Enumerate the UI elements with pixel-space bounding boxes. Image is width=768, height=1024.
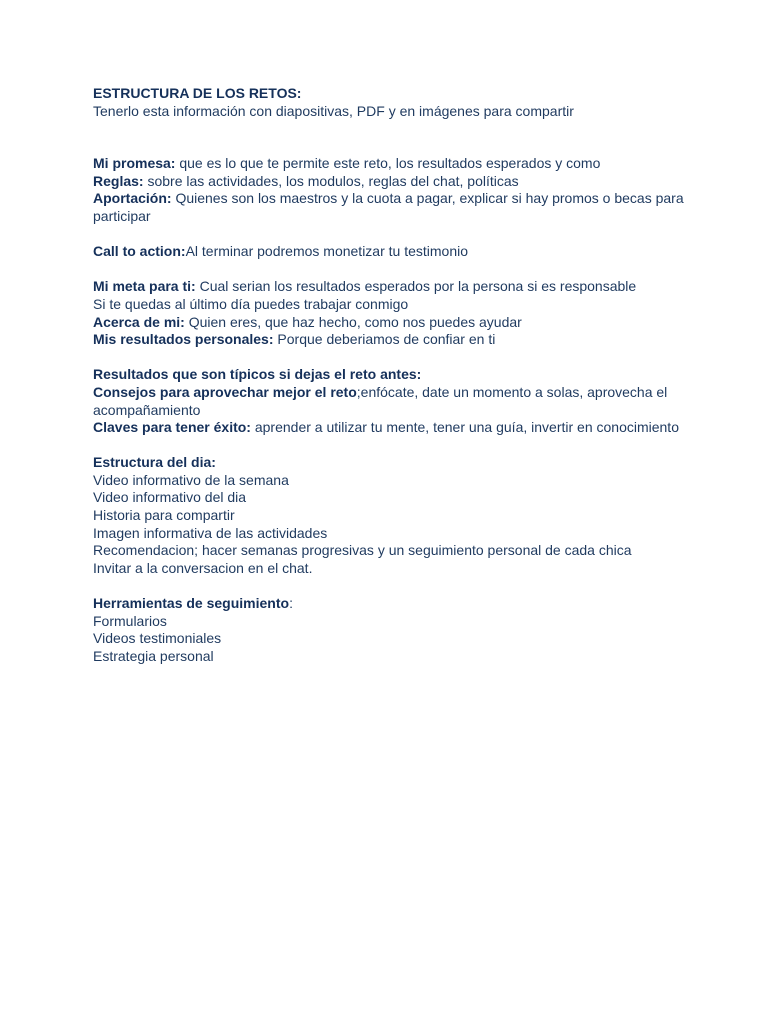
list-item: Historia para compartir — [93, 507, 235, 524]
document-heading: ESTRUCTURA DE LOS RETOS: — [93, 85, 302, 101]
herramientas-colon: : — [289, 595, 293, 612]
spacer — [93, 349, 688, 367]
meta-line — [93, 278, 688, 296]
promesa-text: que es lo que te permite este reto, los resultados esperados y como — [175, 155, 601, 172]
list-item: Video informativo del dia — [93, 489, 247, 506]
consejos-text: ;enfócate, date un momento a solas, aprovecha el acompañamiento — [93, 383, 668, 418]
estructura-dia-heading: Estructura del dia: — [93, 454, 216, 471]
promesa-label: Mi promesa: — [93, 155, 176, 172]
list-item: Video informativo de la semana — [93, 471, 289, 488]
reglas-text: sobre las actividades, los modulos, reglas del chat, políticas — [143, 172, 519, 189]
acerca-line — [93, 314, 688, 332]
list-item: Estrategia personal — [93, 647, 214, 664]
cta-line — [93, 243, 688, 261]
claves-text: aprender a utilizar tu mente, tener una guía, invertir en conocimiento — [250, 419, 679, 436]
resultados-personales-line — [93, 331, 688, 349]
reglas-line — [93, 173, 688, 191]
meta-extra-line: Si te quedas al último día puedes trabajar conmigo — [93, 295, 409, 312]
spacer — [93, 437, 688, 455]
spacer — [93, 261, 688, 279]
meta-text: Cual serian los resultados esperados por la persona si es responsable — [195, 278, 637, 295]
list-item: Recomendacion; hacer semanas progresivas y un seguimiento personal de cada chica — [93, 542, 632, 559]
acerca-text: Quien eres, que haz hecho, como nos puedes ayudar — [184, 313, 522, 330]
cta-text: Al terminar podremos monetizar tu testimonio — [185, 243, 469, 260]
herramientas-heading — [93, 595, 688, 613]
list-item: Videos testimoniales — [93, 630, 222, 647]
resultados-personales-text: Porque deberiamos de confiar en ti — [273, 331, 496, 348]
aportacion-text: Quienes son los maestros y la cuota a pagar, explicar si hay promos o becas para participar — [93, 190, 684, 224]
reglas-label: Reglas: — [93, 172, 144, 189]
meta-label: Mi meta para ti: — [93, 278, 196, 295]
list-item: Formularios — [93, 612, 167, 629]
list-item: Imagen informativa de las actividades — [93, 524, 328, 541]
consejos-line — [93, 384, 688, 419]
spacer — [93, 120, 688, 155]
document-subheading: Tenerlo esta información con diapositivas, PDF y en imágenes para compartir — [93, 102, 574, 119]
herramientas-title: Herramientas de seguimiento — [93, 595, 290, 612]
claves-line — [93, 419, 688, 437]
spacer — [93, 226, 688, 244]
aportacion-line — [93, 190, 688, 225]
cta-label: Call to action: — [93, 243, 186, 260]
consejos-label: Consejos para aprovechar mejor el reto — [93, 383, 357, 400]
spacer — [93, 577, 688, 595]
acerca-label: Acerca de mi: — [93, 313, 185, 330]
aportacion-label: Aportación: — [93, 190, 172, 207]
resultados-personales-label: Mis resultados personales: — [93, 331, 274, 348]
list-item: Invitar a la conversacion en el chat. — [93, 559, 313, 576]
claves-label: Claves para tener éxito: — [93, 419, 251, 436]
promesa-line — [93, 155, 688, 173]
resultados-tipicos-heading: Resultados que son típicos si dejas el reto antes: — [93, 366, 422, 383]
